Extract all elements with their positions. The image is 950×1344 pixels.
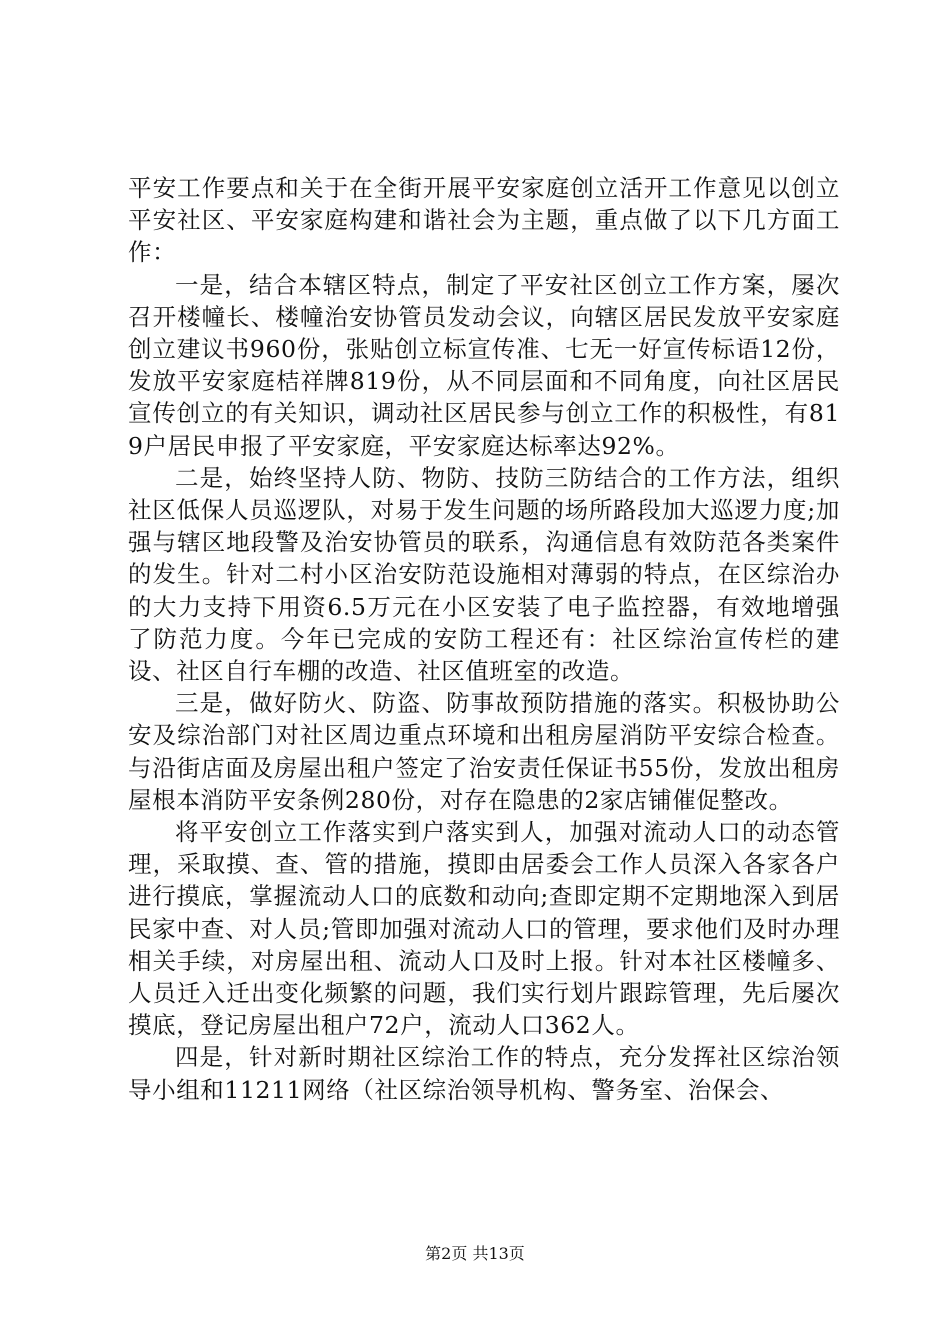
page-number-label: 第2页 共13页 <box>425 1244 525 1263</box>
paragraph-intro: 平安工作要点和关于在全街开展平安家庭创立活开工作意见以创立平安社区、平安家庭构建和谐社会为主题，重点做了以下几方面工作： <box>128 174 840 267</box>
paragraph-floating-population: 将平安创立工作落实到户落实到人，加强对流动人口的动态管理，采取摸、查、管的措施，摸即由居委会工作人员深入各家各户进行摸底，掌握流动人口的底数和动向;查即定期不定期地深入到居民家中查、对人员;管即加强对流动人口的管理，要求他们及时办理相关手续，对房屋出租、流动人口及时上报。针对本社区楼幢多、人员迁入迁出变化频繁的问题，我们实行划片跟踪管理，先后屡次摸底，登记房屋出租户72户，流动人口362人。 <box>128 818 840 1040</box>
body-text <box>128 172 840 1106</box>
paragraph-item-four: 四是，针对新时期社区综治工作的特点，充分发挥社区综治领导小组和11211网络（社区综治领导机构、警务室、治保会、 <box>128 1043 840 1104</box>
paragraph-item-two: 二是，始终坚持人防、物防、技防三防结合的工作方法，组织社区低保人员巡逻队，对易于发生问题的场所路段加大巡逻力度;加强与辖区地段警及治安协管员的联系，沟通信息有效防范各类案件的发生。针对二村小区治安防范设施相对薄弱的特点，在区综治办的大力支持下用资6.5万元在小区安装了电子监控器，有效地增强了防范力度。今年已完成的安防工程还有：社区综治宣传栏的建设、社区自行车棚的改造、社区值班室的改造。 <box>128 463 840 686</box>
page-footer <box>0 1244 950 1264</box>
paragraph-item-three: 三是，做好防火、防盗、防事故预防措施的落实。积极协助公安及综治部门对社区周边重点环境和出租房屋消防平安综合检查。与沿街店面及房屋出租户签定了治安责任保证书55份，发放出租房屋根本消防平安条例280份，对存在隐患的2家店铺催促整改。 <box>128 689 840 814</box>
paragraph-item-one: 一是，结合本辖区特点，制定了平安社区创立工作方案，屡次召开楼幢长、楼幢治安协管员发动会议，向辖区居民发放平安家庭创立建议书960份，张贴创立标宣传准、七无一好宣传标语12份，发放平安家庭桔祥牌819份，从不同层面和不同角度，向社区居民宣传创立的有关知识，调动社区居民参与创立工作的积极性，有819户居民申报了平安家庭，平安家庭达标率达92%。 <box>128 270 840 460</box>
